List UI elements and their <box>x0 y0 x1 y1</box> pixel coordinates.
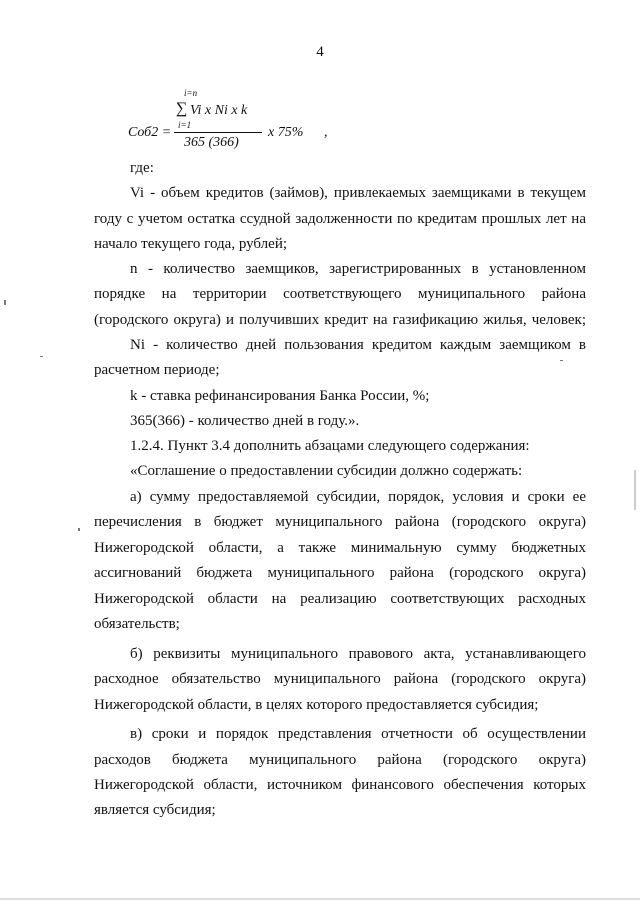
text-line: где: <box>130 160 154 176</box>
scan-speck <box>78 528 80 531</box>
text-line: начало текущего года, рублей; <box>94 236 288 252</box>
text-line: Нижегородской области, в целях которого предоставляется субсидия; <box>94 697 539 713</box>
text-line: Нижегородской области на реализацию соответствующих расходных <box>94 591 586 607</box>
text-line: в) сроки и порядок представления отчетности об осуществлении <box>130 726 586 742</box>
text-line: перечисления в бюджет муниципального района (городского округа) <box>94 514 586 530</box>
text-line: расчетном периоде; <box>94 362 220 378</box>
fraction-bar <box>174 132 262 133</box>
formula-lhs: Cоб2 = <box>128 125 172 140</box>
formula-denominator: 365 (366) <box>184 135 239 150</box>
scan-edge <box>0 898 640 900</box>
text-line: Vi - объем кредитов (займов), привлекаемых заемщиками в текущем <box>130 185 586 201</box>
text-line: году с учетом остатка ссудной задолженности по кредитам прошлых лет на <box>94 211 586 227</box>
text-line: порядке на территории соответствующего муниципального района <box>94 286 586 302</box>
scan-speck <box>40 356 43 357</box>
text-line: расходное обязательство муниципального района (городского округа) <box>94 671 586 687</box>
text-line: является субсидия; <box>94 802 216 818</box>
text-line: n - количество заемщиков, зарегистрированных в установленном <box>130 261 586 277</box>
formula-upper-limit: i=n <box>184 88 198 98</box>
text-line: «Соглашение о предоставлении субсидии должно содержать: <box>130 463 523 479</box>
text-line: 1.2.4. Пункт 3.4 дополнить абзацами следующего содержания: <box>130 438 530 454</box>
text-line: б) реквизиты муниципального правового акта, устанавливающего <box>130 646 586 662</box>
text-line: 365(366) - количество дней в году.». <box>130 413 360 429</box>
scan-edge <box>634 470 636 510</box>
formula-comma: , <box>324 125 328 140</box>
formula-lower-limit: i=1 <box>178 120 192 130</box>
formula-numerator: Vi x Ni x k <box>190 103 248 118</box>
scan-speck <box>560 360 563 361</box>
text-line: обязательств; <box>94 616 180 632</box>
sigma-icon: ∑ <box>176 100 188 117</box>
formula-factor: x 75% <box>268 125 304 140</box>
text-line: Нижегородской области, а также минимальную сумму бюджетных <box>94 540 586 556</box>
text-line: (городского округа) и получивших кредит на газификацию жилья, человек; <box>94 312 586 328</box>
text-line: Нижегородской области, источником финансового обеспечения которых <box>94 777 586 793</box>
text-line: k - ставка рефинансирования Банка России, %; <box>130 388 430 404</box>
text-line: ассигнований бюджета муниципального района (городского округа) <box>94 565 586 581</box>
text-line: Ni - количество дней пользования кредитом каждым заемщиком в <box>130 337 586 353</box>
scan-speck <box>4 300 6 305</box>
page-number: 4 <box>316 44 324 60</box>
text-line: а) сумму предоставляемой субсидии, порядок, условия и сроки ее <box>130 489 586 505</box>
text-line: расходов бюджета муниципального района (городского округа) <box>94 752 586 768</box>
formula <box>128 88 428 158</box>
